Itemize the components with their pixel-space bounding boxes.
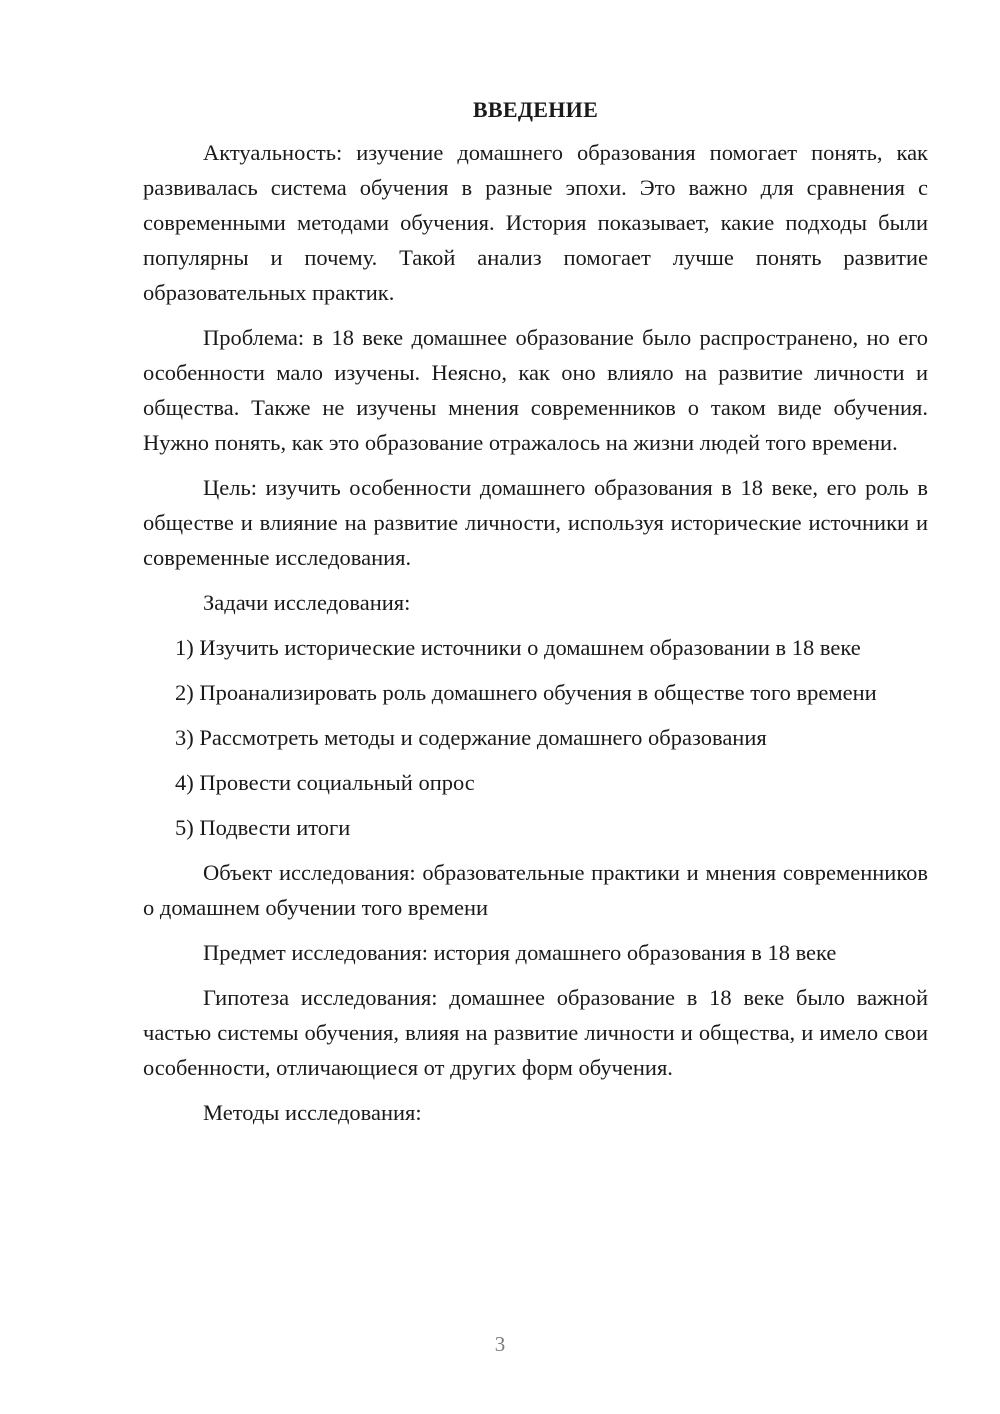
task-item-4: 4) Провести социальный опрос bbox=[175, 770, 475, 795]
tasks-heading: Задачи исследования: bbox=[203, 590, 411, 615]
object-paragraph: Объект исследования: образовательные практики и мнения современников о домашнем обучении того времени bbox=[143, 860, 928, 920]
task-item-1: 1) Изучить исторические источники о домашнем образовании в 18 веке bbox=[175, 635, 861, 660]
page-number: 3 bbox=[494, 1332, 506, 1356]
problem-paragraph: Проблема: в 18 веке домашнее образование было распространено, но его особенности мало изучены. Неясно, как оно влияло на развитие личности и общества. Также не изучены мнения современников о таком виде обучения. Нужно понять, как это образование отражалось на жизни людей того времени. bbox=[143, 325, 928, 455]
relevance-paragraph: Актуальность: изучение домашнего образования помогает понять, как развивалась система обучения в разные эпохи. Это важно для сравнения с современными методами обучения. История показывает, какие подходы были популярны и почему. Такой анализ помогает лучше понять развитие образовательных практик. bbox=[143, 140, 928, 305]
methods-heading: Методы исследования: bbox=[203, 1100, 422, 1125]
task-item-2: 2) Проанализировать роль домашнего обучения в обществе того времени bbox=[175, 680, 877, 705]
section-title: ВВЕДЕНИЕ bbox=[472, 97, 599, 122]
hypothesis-paragraph: Гипотеза исследования: домашнее образование в 18 веке было важной частью системы обучения, влияя на развитие личности и общества, и имело свои особенности, отличающиеся от других форм обучения. bbox=[143, 985, 928, 1080]
task-item-3: 3) Рассмотреть методы и содержание домашнего образования bbox=[175, 725, 767, 750]
document-page bbox=[143, 92, 928, 1140]
goal-paragraph: Цель: изучить особенности домашнего образования в 18 веке, его роль в обществе и влияние на развитие личности, используя исторические источники и современные исследования. bbox=[143, 475, 928, 570]
task-item-5: 5) Подвести итоги bbox=[175, 815, 351, 840]
subject-paragraph: Предмет исследования: история домашнего образования в 18 веке bbox=[203, 940, 837, 965]
